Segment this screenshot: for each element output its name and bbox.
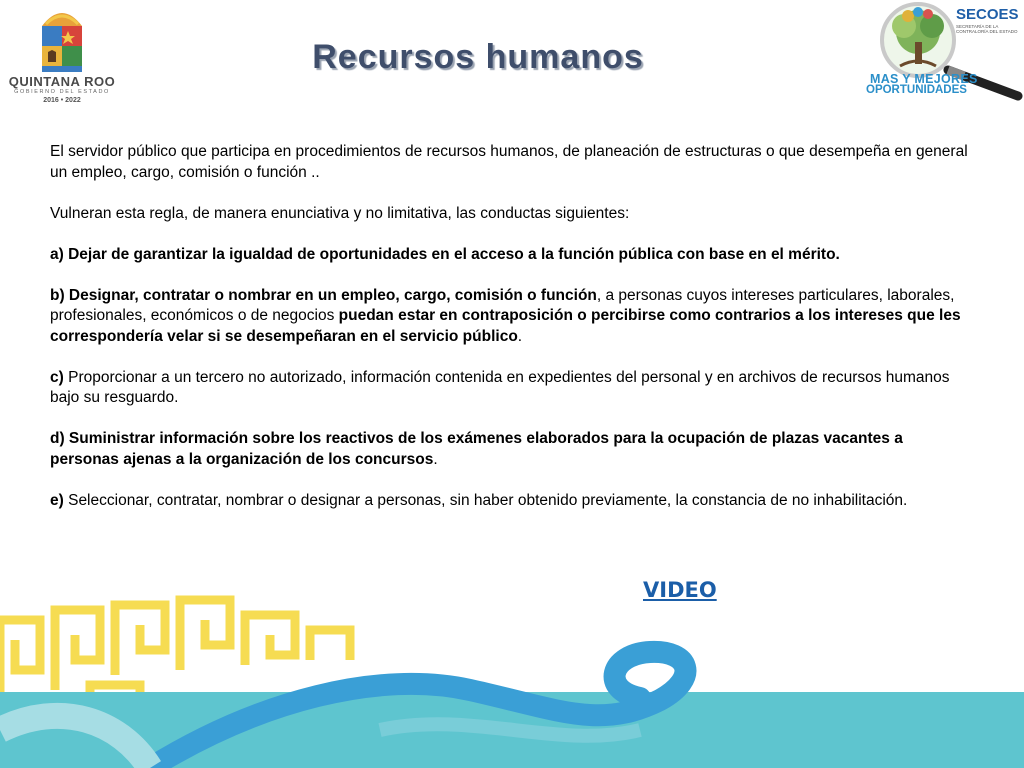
- intro-paragraph: El servidor público que participa en procedimientos de recursos humanos, de planeación de estructuras o que desempeña en general un empleo, cargo, comisión o función ..: [50, 143, 968, 181]
- item-a-text: a) Dejar de garantizar la igualdad de oportunidades en el acceso a la función pública con base en el mérito.: [50, 245, 840, 263]
- item-d-text: d) Suministrar información sobre los reactivos de los exámenes elaborados para la ocupación de plazas vacantes a personas ajenas a la organización de los concursos: [50, 430, 903, 468]
- item-d: [50, 429, 970, 470]
- logo-years: 2016 • 2022: [43, 97, 81, 104]
- item-b: [50, 286, 970, 348]
- slogan-line2: OPORTUNIDADES: [866, 84, 967, 96]
- page-title: Recursos humanos: [312, 38, 644, 76]
- item-c-label: c): [50, 368, 64, 386]
- item-e-label: e): [50, 491, 64, 509]
- footer-wave-decoration: [0, 580, 1024, 768]
- item-b-bold1: b) Designar, contratar o nombrar en un empleo, cargo, comisión o función: [50, 286, 597, 304]
- item-b-bold2: puedan estar en contraposición o percibirse como contrarios a los intereses que les correspondería velar si se desempeñaran en el servicio público: [50, 307, 961, 345]
- item-c: [50, 368, 970, 409]
- item-b-normal: , a personas cuyos intereses particulares, laborales, profesionales, económicos o de negocios: [50, 286, 955, 324]
- item-e-text: Seleccionar, contratar, nombrar o designar a personas, sin haber obtenido previamente, la constancia de no inhabilitación.: [63, 491, 908, 509]
- logo-name: QUINTANA ROO: [8, 74, 116, 89]
- item-a: [50, 245, 970, 266]
- org-name: SECOES: [956, 6, 1019, 23]
- item-e: [50, 491, 970, 512]
- content-body: [50, 142, 970, 532]
- item-b-end: .: [517, 327, 523, 345]
- secoes-logo: [860, 0, 1024, 102]
- item-c-text: Proporcionar a un tercero no autorizado, información contenida en expedientes del personal y en archivos de recursos humanos bajo su resguardo.: [50, 368, 950, 406]
- item-d-end: .: [433, 450, 438, 468]
- lead-paragraph: Vulneran esta regla, de manera enunciativa y no limitativa, las conductas siguientes:: [50, 204, 630, 222]
- slogan-line1: MAS Y MEJORES: [870, 72, 978, 86]
- logo-subtitle: GOBIERNO DEL ESTADO: [14, 89, 110, 95]
- org-subtitle: SECRETARÍA DE LA CONTRALORÍA DEL ESTADO: [956, 24, 1018, 34]
- video-link[interactable]: VIDEO: [643, 578, 717, 602]
